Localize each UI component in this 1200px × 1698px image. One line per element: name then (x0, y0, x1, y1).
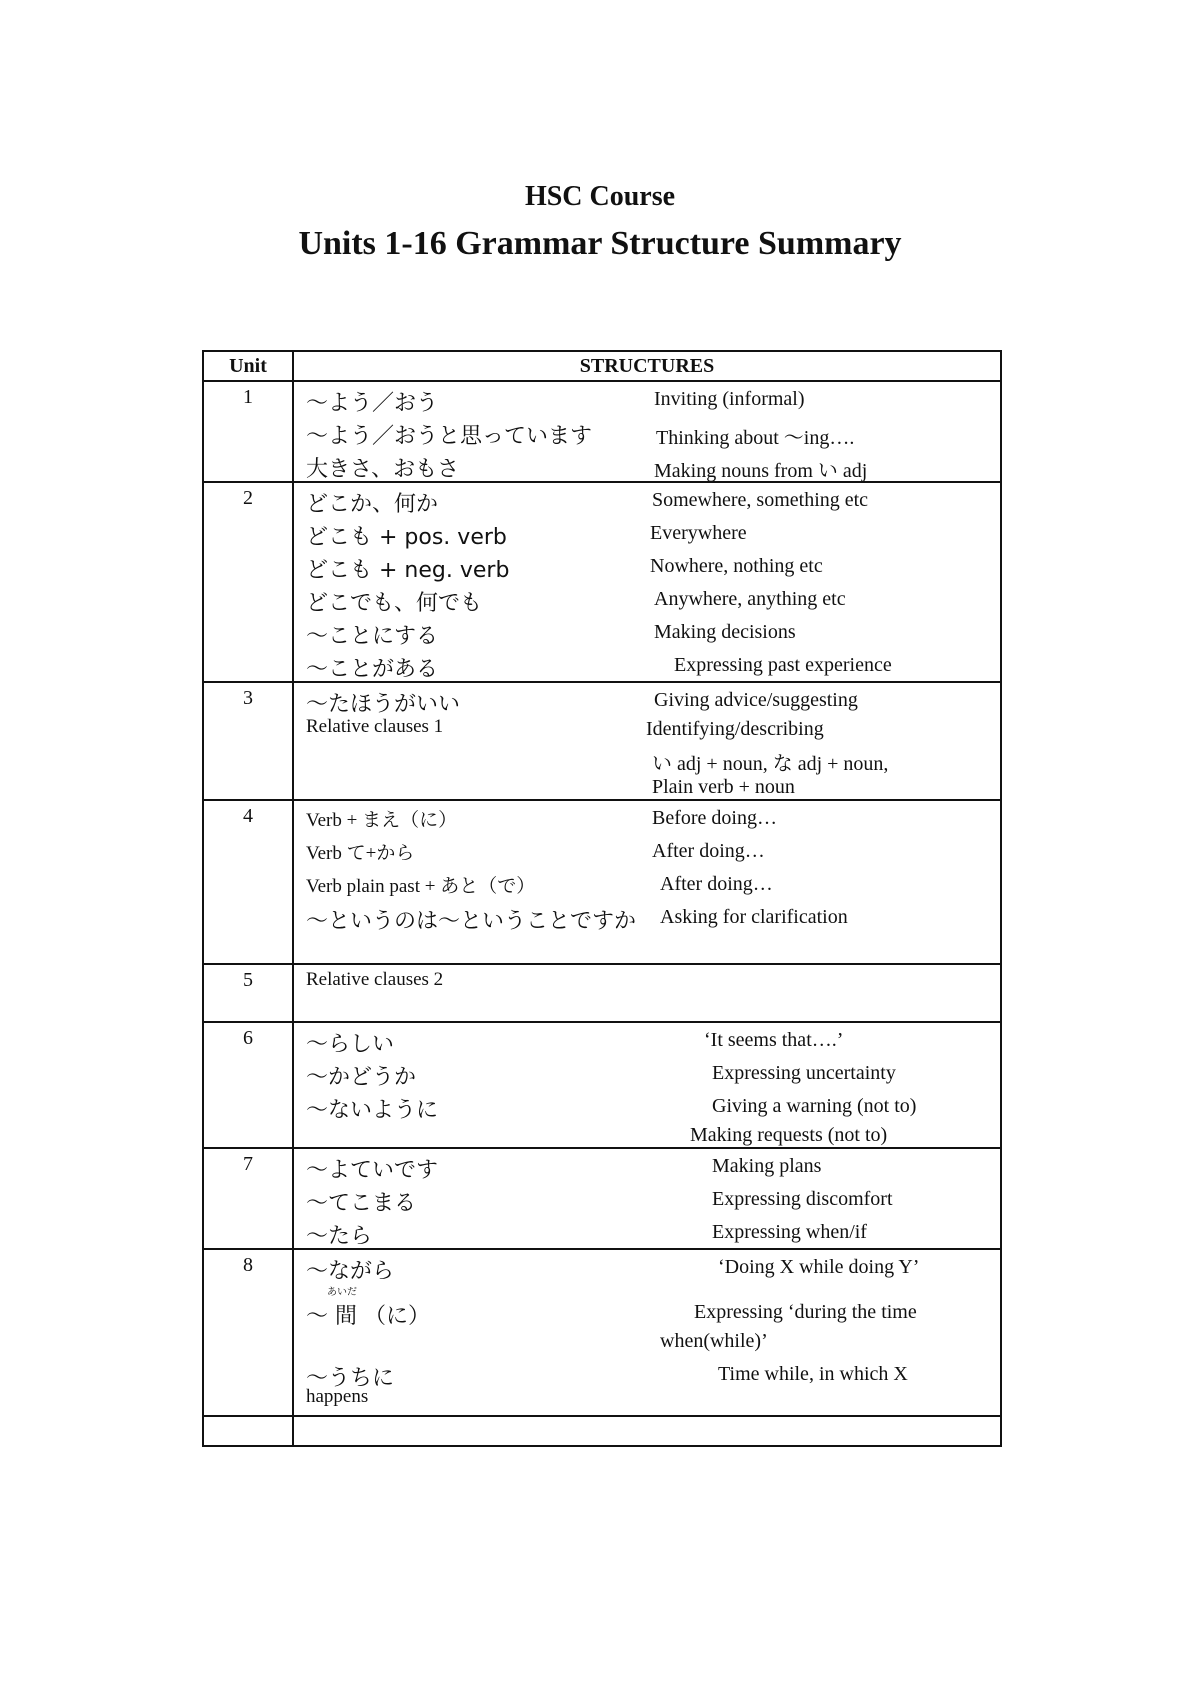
structure-japanese: 〜よう／おうと思っています (306, 424, 593, 449)
structure-meaning: Expressing discomfort (712, 1188, 893, 1210)
table-row (203, 800, 1001, 964)
structures-cell (293, 1022, 1001, 1148)
table-row (203, 964, 1001, 1022)
structure-japanese: happens (306, 1386, 369, 1407)
structure-japanese: Relative clauses 2 (306, 969, 444, 990)
table-header-row (203, 351, 1001, 381)
structure-japanese: 〜ことにする (306, 624, 439, 649)
structure-meaning: Somewhere, something etc (652, 489, 869, 511)
structure-japanese: 〜ないように (306, 1098, 439, 1123)
structure-meaning: Before doing… (652, 807, 777, 829)
structure-meaning: Making nouns from い adj (654, 460, 868, 482)
structure-meaning: ‘Doing X while doing Y’ (718, 1256, 920, 1278)
structure-meaning: when(while)’ (660, 1330, 768, 1352)
structure-meaning: Thinking about 〜ing…. (656, 427, 855, 449)
structures-cell (293, 800, 1001, 964)
structure-meaning: Time while, in which X (718, 1363, 908, 1385)
structure-japanese: 〜というのは〜ということですか (306, 909, 637, 934)
structure-meaning: Identifying/describing (646, 718, 824, 740)
unit-number: 8 (203, 1249, 293, 1416)
unit-number: 4 (203, 800, 293, 964)
column-header-structures: STRUCTURES (293, 351, 1001, 381)
structure-meaning: Nowhere, nothing etc (650, 555, 823, 577)
structures-cell (293, 482, 1001, 682)
furigana-reading: あいだ (327, 1287, 357, 1298)
structure-japanese: Verb + まえ（に） (306, 810, 458, 831)
table-row (203, 682, 1001, 800)
column-header-unit: Unit (203, 351, 293, 381)
structure-meaning: Asking for clarification (660, 906, 848, 928)
structure-meaning: Making decisions (654, 621, 796, 643)
structure-meaning: After doing… (652, 840, 765, 862)
table-row (203, 482, 1001, 682)
structure-japanese: 〜たほうがいい (306, 692, 461, 717)
unit-number: 1 (203, 381, 293, 482)
table-row (203, 1022, 1001, 1148)
grammar-table (202, 350, 1002, 1447)
structure-meaning: Making plans (712, 1155, 822, 1177)
unit-number: 5 (203, 964, 293, 1022)
structure-japanese: どこも + pos. verb (306, 525, 507, 550)
structure-meaning: Expressing ‘during the time (694, 1301, 917, 1323)
unit-number: 3 (203, 682, 293, 800)
structure-japanese: どこでも、何でも (306, 591, 483, 616)
structure-meaning: ‘It seems that….’ (704, 1029, 844, 1051)
structures-cell (293, 682, 1001, 800)
structure-meaning: After doing… (660, 873, 773, 895)
structure-japanese: 〜たら (306, 1224, 373, 1249)
unit-number: 7 (203, 1148, 293, 1249)
page-title: Units 1-16 Grammar Structure Summary (298, 224, 902, 262)
structure-meaning: Inviting (informal) (654, 388, 805, 410)
unit-number: 2 (203, 482, 293, 682)
structures-cell (293, 1148, 1001, 1249)
structures-cell (293, 964, 1001, 1022)
structure-meaning: Expressing uncertainty (712, 1062, 896, 1084)
structure-meaning: Expressing when/if (712, 1221, 867, 1243)
structure-meaning: い adj + noun, な adj + noun, (652, 753, 889, 775)
structure-japanese: 〜うちに (306, 1366, 395, 1391)
structure-meaning: Making requests (not to) (690, 1124, 888, 1146)
structure-japanese: 〜らしい (306, 1032, 395, 1057)
table-row (203, 1249, 1001, 1416)
table-row (203, 381, 1001, 482)
structure-meaning: Plain verb + noun (652, 776, 795, 798)
table-row (203, 1148, 1001, 1249)
unit-number: 6 (203, 1022, 293, 1148)
structure-meaning: Expressing past experience (674, 654, 892, 676)
structure-japanese: Verb plain past + あと（で） (306, 876, 536, 897)
structure-meaning: Giving advice/suggesting (654, 689, 858, 711)
structure-japanese: 〜ながら (306, 1259, 395, 1284)
structure-japanese: 〜ことがある (306, 657, 439, 682)
structure-japanese: 大きさ、おもさ (306, 457, 460, 482)
structure-meaning: Everywhere (650, 522, 747, 544)
structure-meaning: Anywhere, anything etc (654, 588, 846, 610)
structure-japanese: Relative clauses 1 (306, 716, 444, 737)
structure-japanese: 〜かどうか (306, 1065, 417, 1090)
structure-japanese: 〜 間 （に） (306, 1304, 430, 1329)
structure-japanese: どこか、何か (306, 492, 439, 517)
structure-meaning: Giving a warning (not to) (712, 1095, 917, 1117)
structure-japanese: 〜よていです (306, 1158, 439, 1183)
course-title: HSC Course (524, 181, 676, 212)
structure-japanese: 〜よう／おう (306, 391, 439, 416)
structure-japanese: どこも + neg. verb (306, 558, 510, 583)
document-header (0, 182, 1200, 262)
structures-cell (293, 381, 1001, 482)
structure-japanese: 〜てこまる (306, 1191, 417, 1216)
structure-japanese: Verb て+から (306, 843, 415, 864)
unit-number-empty (203, 1416, 293, 1446)
table-row-empty (203, 1416, 1001, 1446)
structures-cell (293, 1249, 1001, 1416)
structures-cell-empty (293, 1416, 1001, 1446)
